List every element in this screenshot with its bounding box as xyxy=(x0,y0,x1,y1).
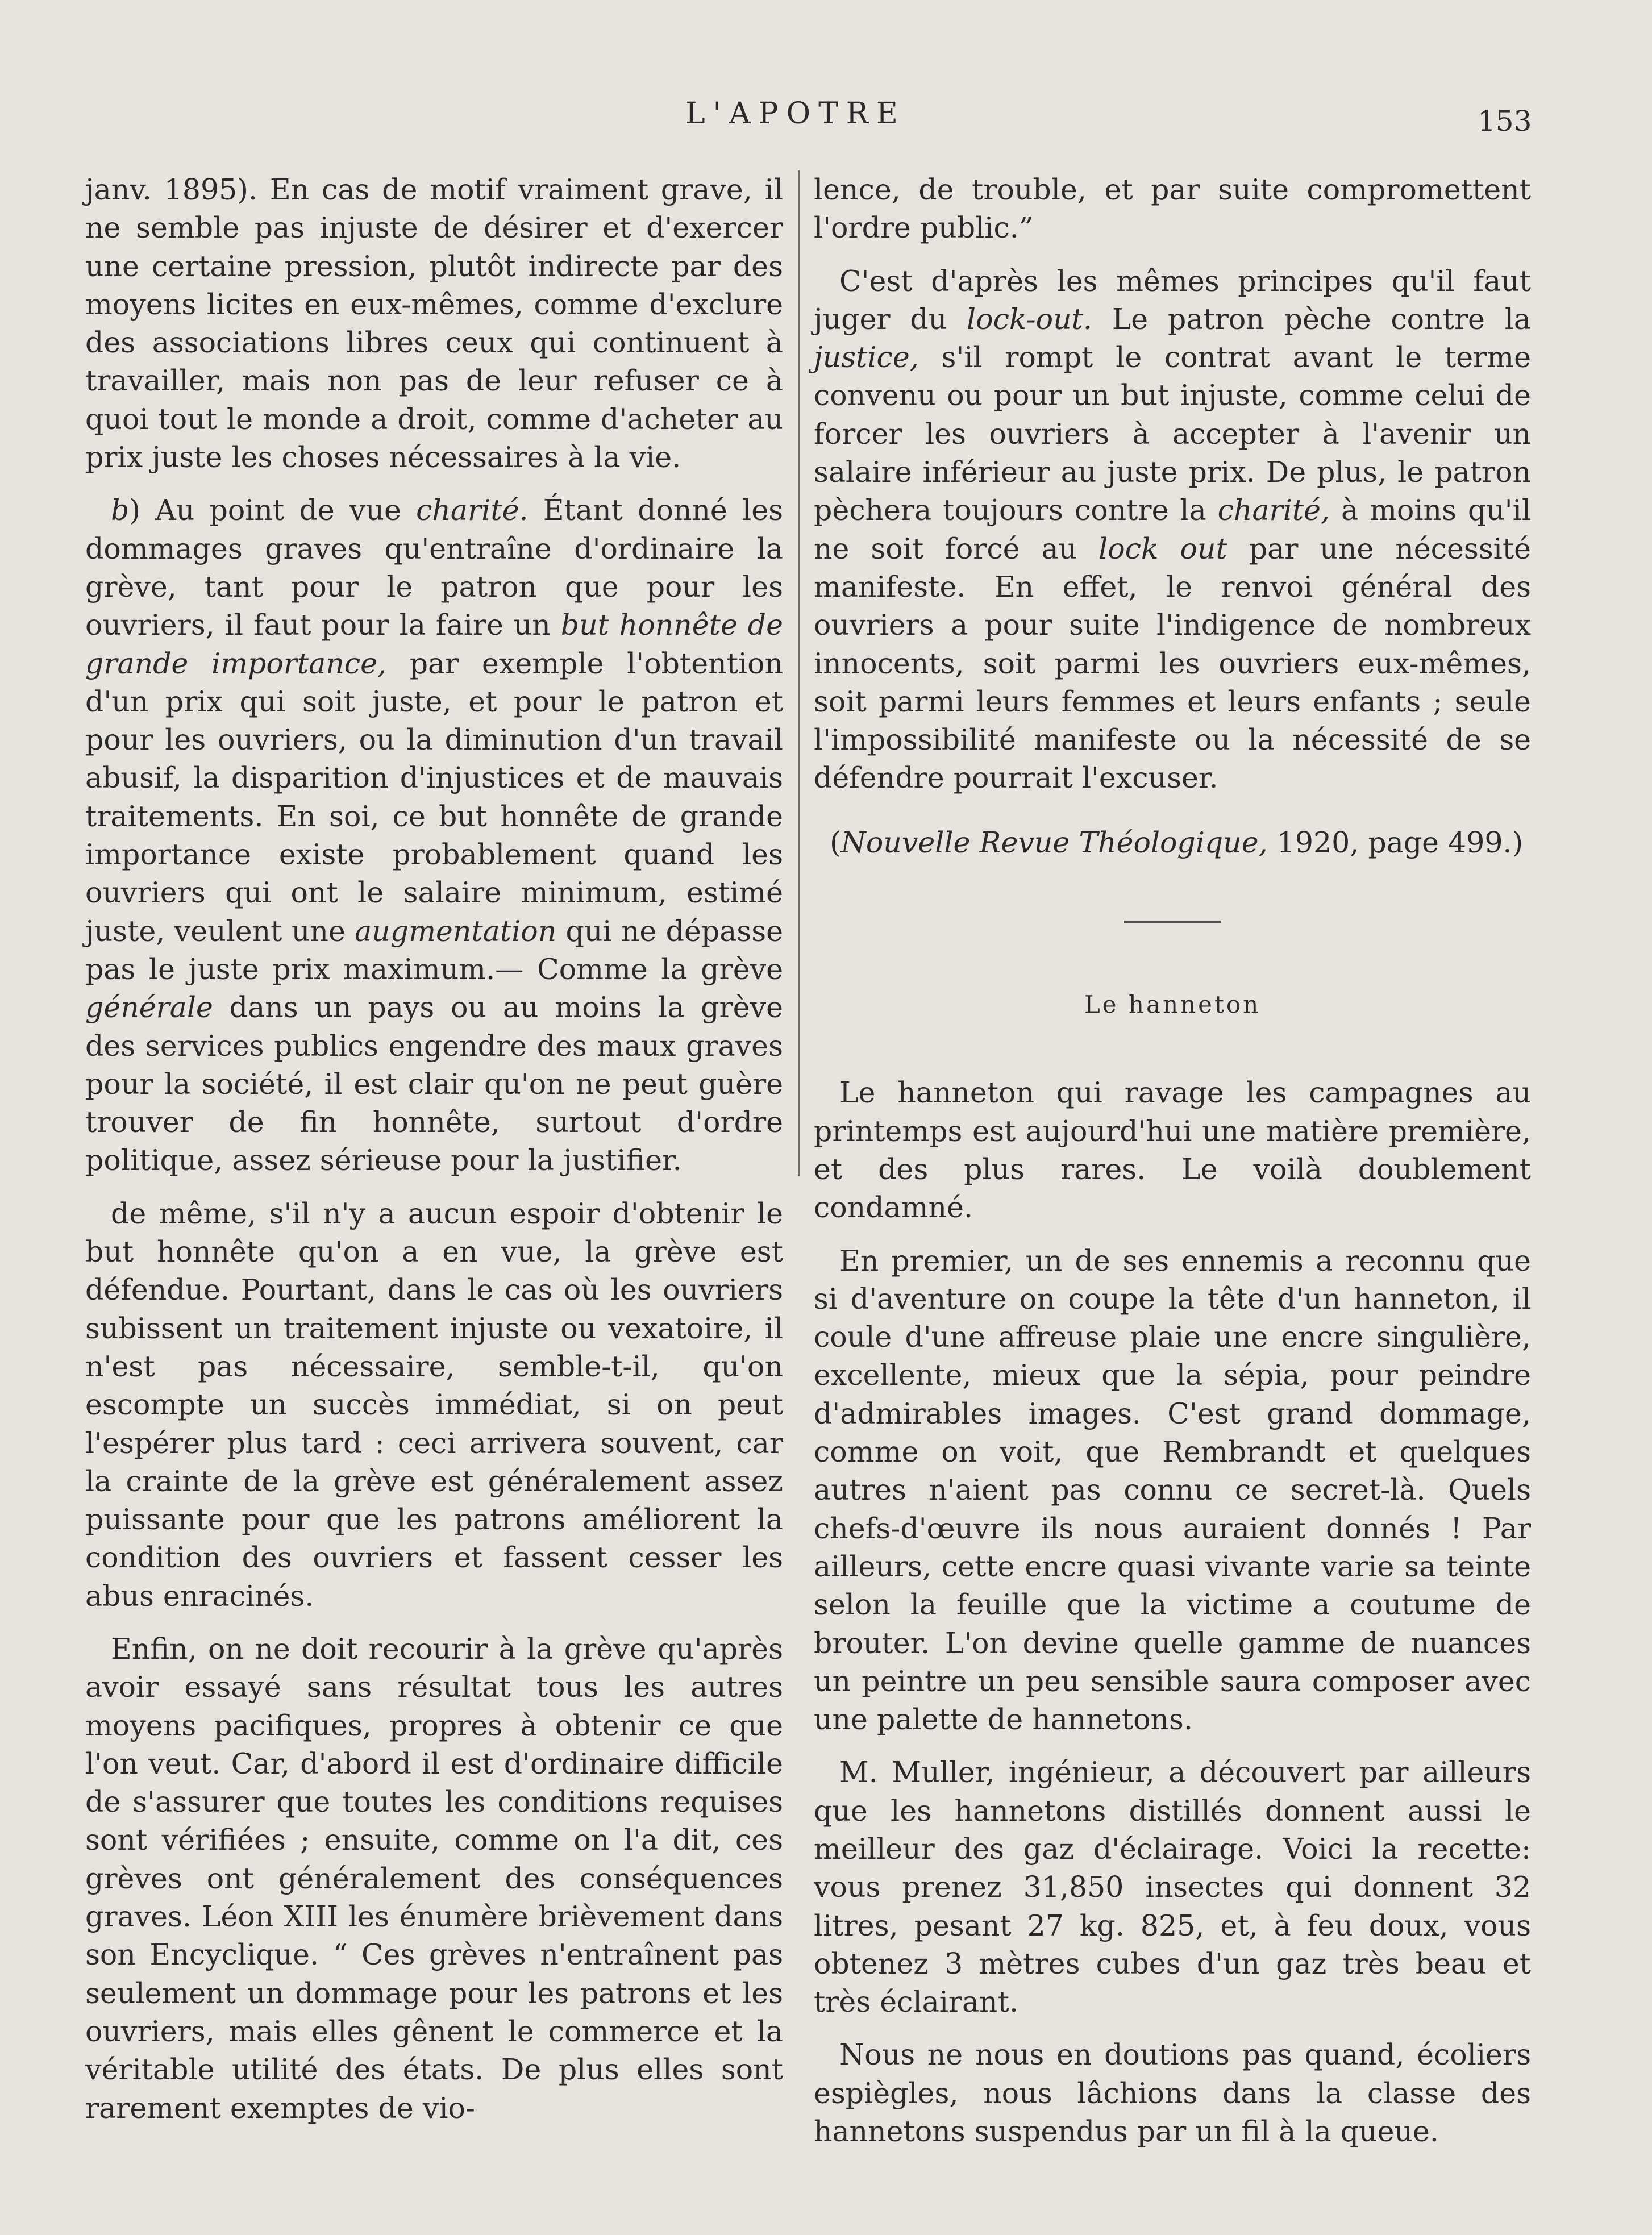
page-header xyxy=(0,97,1652,142)
text-segment: ) Au point de vue xyxy=(129,493,417,527)
column-rule xyxy=(798,170,800,1176)
citation-open: ( xyxy=(830,825,841,859)
text-segment: dans un pays ou au moins la grève des services publics engendre des maux graves pour la société, il est clair qu'on ne peut guère trouver de fin honnête, surtout d'ordre politique, assez sérieuse pour la justifier. xyxy=(85,990,783,1177)
item-label: b xyxy=(111,493,130,527)
emphasis: générale xyxy=(85,990,213,1025)
emphasis: lock-out. xyxy=(967,302,1092,336)
section-title: Le hanneton xyxy=(1084,990,1261,1019)
paragraph-continuation: lence, de trouble, et par suite compromettent l'ordre public.” xyxy=(814,173,1531,245)
emphasis: charité. xyxy=(416,493,529,527)
text-segment: par une nécessité manifeste. En effet, le renvoi général des ouvriers a pour suite l'indigence de nombreux innocents, soit parmi les ouvriers eux-mêmes, soit parmi leurs femmes et leurs enfants ; seule l'impossibilité manifeste ou la nécessité de se défendre pourrait l'excuser. xyxy=(814,531,1531,795)
text-segment: par exemple l'obtention d'un prix qui soit juste, et pour le patron et pour les ouvriers, ou la diminution d'un travail abusif, la disparition d'injustices et de mauvais traitements. En soi, ce but honnête de grande importance existe probablement quand les ouvriers qui ont le salaire minimum, estimé juste, veulent une xyxy=(85,646,783,948)
paragraph-hanneton-gaz: M. Muller, ingénieur, a découvert par ailleurs que les hannetons distillés donnent aussi le meilleur des gaz d'éclairage. Voici la recette: vous prenez 31,850 insectes qui donnent 32 litres, pesant 27 kg. 825, et, à feu doux, vous obtenez 3 mètres cubes d'un gaz très beau et très éclairant. xyxy=(814,1755,1531,2019)
emphasis: charité, xyxy=(1217,493,1330,527)
citation-details: 1920, page 499.) xyxy=(1267,825,1524,859)
paragraph-enfin: Enfin, on ne doit recourir à la grève qu'après avoir essayé sans résultat tous les autres moyens pacifiques, propres à obtenir ce que l'on veut. Car, d'abord il est d'ordinaire difficile de s'assurer que toutes les conditions requises sont vérifiées ; ensuite, comme on l'a dit, ces grèves ont généralement des conséquences graves. Léon XIII les énumère brièvement dans son Encyclique. “ Ces grèves n'entraînent pas seulement un dommage pour les patrons et les ouvriers, mais elles gênent le commerce et la véritable utilité des états. De plus elles sont rarement exemptes de vio- xyxy=(85,1631,783,2125)
paragraph-lock-out xyxy=(814,262,1531,797)
paragraph-charite xyxy=(85,491,783,1179)
page-number: 153 xyxy=(1478,105,1532,138)
section-separator xyxy=(1124,921,1221,923)
citation-source: Nouvelle Revue Théologique, xyxy=(840,825,1268,859)
text-segment: C'est d'après les mêmes principes qu'il faut juger du xyxy=(814,264,1531,336)
paragraph-pression: janv. 1895). En cas de motif vraiment grave, il ne semble pas injuste de désirer et d'exercer une certaine pression, plutôt indirecte par des moyens licites en eux-mêmes, comme d'exclure des associations libres ceux qui continuent à travailler, mais non pas de leur refuser ce à quoi tout le monde a droit, comme d'acheter au prix juste les choses nécessaires à la vie. xyxy=(85,173,783,475)
paragraph-hanneton-ecoliers: Nous ne nous en doutions pas quand, écoliers espiègles, nous lâchions dans la classe des hannetons suspendus par un fil à la queue. xyxy=(814,2038,1531,2149)
citation xyxy=(814,823,1531,861)
emphasis: but honnête de grande importance, xyxy=(85,608,783,680)
text-segment: à moins qu'il ne soit forcé au xyxy=(814,493,1531,565)
paragraph-hanneton-encre: En premier, un de ses ennemis a reconnu que si d'aventure on coupe la tête d'un hanneton, il coule d'une affreuse plaie une encre singulière, excellente, mieux que la sépia, pour peindre d'admirables images. C'est grand dommage, comme on voit, que Rembrandt et quelques autres n'aient pas connu ce secret-là. Quels chefs-d'œuvre ils nous auraient donnés ! Par ailleurs, cette encre quasi vivante varie sa teinte selon la feuille que la victime a coutume de brouter. L'on devine quelle gamme de nuances un peintre un peu sensible saura composer avec une palette de hannetons. xyxy=(814,1243,1531,1737)
right-column xyxy=(814,170,1531,2150)
text-segment: s'il rompt le contrat avant le terme convenu ou pour un but injuste, comme celui de forcer les ouvriers à accepter à l'avenir un salaire inférieur au juste prix. De plus, le patron pèchera toujours contre la xyxy=(814,340,1531,527)
emphasis: augmentation xyxy=(355,914,557,948)
emphasis: justice, xyxy=(814,340,919,374)
text-segment: Le patron pèche contre la xyxy=(1092,302,1531,336)
paragraph-espoir: de même, s'il n'y a aucun espoir d'obtenir le but honnête qu'on a en vue, la grève est défendue. Pourtant, dans le cas où les ouvriers subissent un traitement injuste ou vexatoire, il n'est pas nécessaire, semble-t-il, qu'on escompte un succès immédiat, si on peut l'espérer plus tard : ceci arrivera souvent, car la crainte de la grève est généralement assez puissante pour que les patrons améliorent la condition des ouvriers et fassent cesser les abus enracinés. xyxy=(85,1196,783,1613)
emphasis: lock out xyxy=(1098,531,1227,565)
paragraph-hanneton-intro: Le hanneton qui ravage les campagnes au printemps est aujourd'hui une matière première, et des plus rares. Le voilà doublement condamné. xyxy=(814,1076,1531,1225)
text-segment: Étant donné les dommages graves qu'entraîne d'ordinaire la grève, tant pour le patron que pour les ouvriers, il faut pour la faire un xyxy=(85,493,784,642)
text-segment: qui ne dépasse pas le juste prix maximum.— Comme la grève xyxy=(85,914,783,986)
running-title: L'APOTRE xyxy=(685,97,906,131)
left-column xyxy=(85,170,783,2127)
